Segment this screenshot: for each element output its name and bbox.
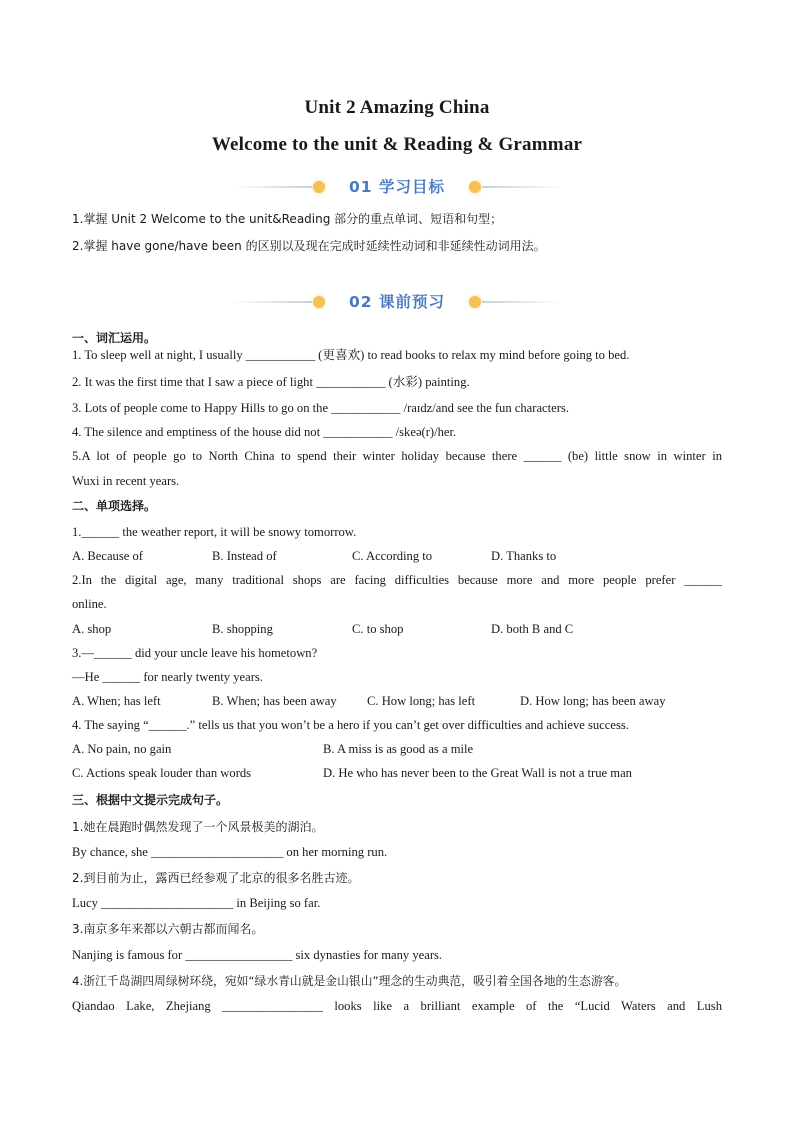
question-stem: 4. The saying “______.” tells us that you won’t be a hero if you can’t get over difficulties and achieve success. [72,718,629,732]
vocab-item: 4. The silence and emptiness of the house did not ___________ /skeə(r)/her. [72,425,457,439]
dot-ornament [469,181,481,193]
option-b: B. shopping [212,622,273,636]
option-c: C. Actions speak louder than words [72,766,252,780]
option-a: A. Because of [72,549,143,563]
option-b: B. Instead of [212,549,277,563]
divider-line [482,301,564,303]
question-stem: 2.In the digital age, many traditional shops are facing difficulties because more and more people prefer ______ [72,573,722,587]
dot-ornament [313,296,325,308]
translation-sentence: By chance, she _____________________ on her morning run. [72,845,388,859]
part-heading: 一、词汇运用。 [72,331,157,345]
section-title: 01 学习目标 [349,178,445,196]
translation-prompt: 3.南京多年来都以六朝古都而闻名。 [72,922,264,936]
option-d: D. both B and C [491,622,574,636]
divider-line [482,186,564,188]
translation-prompt: 2.到目前为止，露西已经参观了北京的很多名胜古迹。 [72,871,360,885]
vocab-item-cont: Wuxi in recent years. [72,474,180,488]
option-b: B. When; has been away [212,694,337,708]
option-a: A. When; has left [72,694,161,708]
vocab-item: 5.A lot of people go to North China to spend their winter holiday because there ______ (be) little snow in winter in [72,449,722,463]
vocab-item: 3. Lots of people come to Happy Hills to go on the ___________ /raɪdz/and see the fun characters. [72,401,569,415]
option-c: C. How long; has left [367,694,476,708]
option-b: B. A miss is as good as a mile [323,742,474,756]
question-stem: 1.______ the weather report, it will be snowy tomorrow. [72,525,357,539]
question-stem-cont: online. [72,597,107,611]
option-a: A. shop [72,622,112,636]
option-d: D. How long; has been away [520,694,666,708]
section-title: 02 课前预习 [349,293,445,311]
goal-item: 2.掌握 have gone/have been 的区别以及现在完成时延续性动词和非延续性动词用法。 [72,239,546,253]
translation-sentence: Qiandao Lake, Zhejiang ________________ looks like a brilliant example of the “Lucid Waters and Lush [72,999,722,1013]
goal-item: 1.掌握 Unit 2 Welcome to the unit&Reading 部分的重点单词、短语和句型； [72,212,503,226]
option-c: C. to shop [352,622,404,636]
part-heading: 二、单项选择。 [72,499,157,513]
part-heading: 三、根据中文提示完成句子。 [72,793,229,807]
translation-prompt: 4.浙江千岛湖四周绿树环绕，宛如“绿水青山就是金山银山”理念的生动典范，吸引着全国各地的生态游客。 [72,974,627,988]
translation-sentence: Nanjing is famous for _________________ six dynasties for many years. [72,948,443,962]
vocab-item: 2. It was the first time that I saw a piece of light ___________ (水彩) painting. [72,375,470,389]
question-stem-cont: —He ______ for nearly twenty years. [72,670,263,684]
translation-sentence: Lucy _____________________ in Beijing so far. [72,896,321,910]
doc-title: Unit 2 Amazing China [304,97,490,118]
section-header-goals [0,175,794,199]
question-stem: 3.—______ did your uncle leave his hometown? [72,646,318,660]
option-c: C. According to [352,549,433,563]
option-d: D. He who has never been to the Great Wall is not a true man [323,766,632,780]
section-header-preview [0,290,794,314]
divider-line [230,301,312,303]
translation-prompt: 1.她在晨跑时偶然发现了一个风景极美的湖泊。 [72,820,324,834]
vocab-item: 1. To sleep well at night, I usually ___________ (更喜欢) to read books to relax my mind before going to bed. [72,348,630,362]
divider-line [230,186,312,188]
dot-ornament [313,181,325,193]
doc-subtitle: Welcome to the unit & Reading & Grammar [211,134,583,155]
option-a: A. No pain, no gain [72,742,172,756]
dot-ornament [469,296,481,308]
option-d: D. Thanks to [491,549,557,563]
